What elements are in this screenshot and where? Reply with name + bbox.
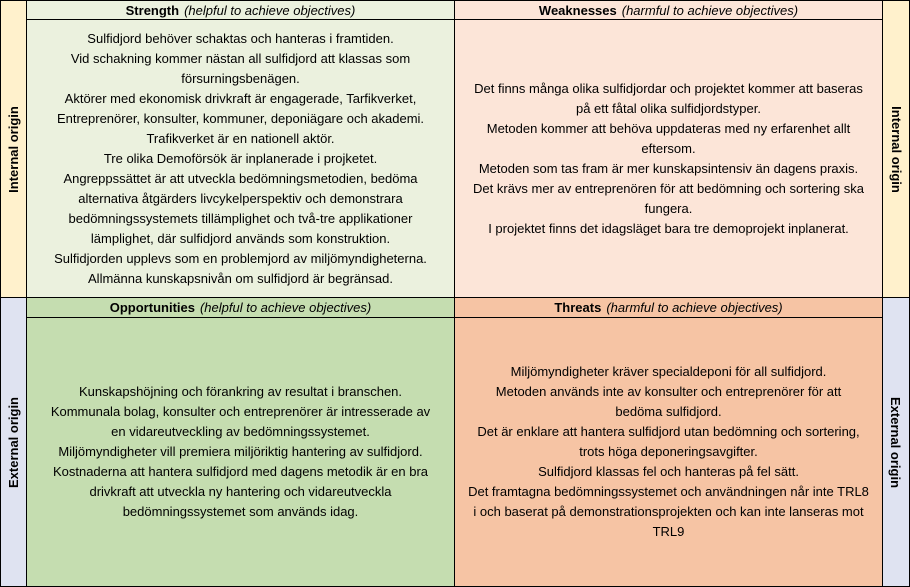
threat-body	[454, 317, 883, 587]
external-origin-right-label	[882, 297, 910, 587]
threat-header	[454, 297, 883, 318]
weakness-line: eftersom.	[641, 140, 696, 156]
weakness-line: Metoden som tas fram är mer kunskapsintensiv än dagens praxis.	[478, 160, 859, 176]
threat-line: trots höga deponeringsavgifter.	[579, 444, 758, 459]
weakness-line: fungera.	[644, 200, 693, 216]
opportunity-subtitle: (helpful to achieve objectives)	[199, 300, 372, 315]
opportunity-line: bedömningssystemet som används idag.	[122, 504, 359, 519]
strength-line: Allmänna kunskapsnivån om sulfidjord är begränsad.	[88, 270, 393, 286]
strength-title: Strength	[125, 2, 180, 18]
threat-line: Sulfidjord klassas fel och hanteras på fel sätt.	[538, 464, 799, 479]
opportunity-line: drivkraft att utveckla ny hantering och vidareutveckla	[89, 484, 392, 499]
weakness-line: I projektet finns det idagsläget bara tre demoprojekt inplanerat.	[488, 220, 849, 236]
strength-line: Sulfidjorden upplevs som en problemjord av miljömyndigheterna.	[54, 250, 427, 266]
opportunity-title: Opportunities	[109, 300, 195, 315]
weakness-line: Det krävs mer av entreprenören för att bedömning och sortering ska	[473, 180, 864, 196]
opportunity-line: en vidareutveckling av bedömningssystemet.	[111, 424, 370, 439]
opportunity-list	[51, 382, 430, 522]
internal-origin-left-text: Internal origin	[6, 105, 22, 193]
threat-line: TRL9	[652, 524, 685, 539]
weakness-line: Metoden kommer att behöva uppdateras med ny erfarenhet allt	[486, 120, 851, 136]
strength-line: Angreppssättet är att utveckla bedömningsmetodien, bedöma	[63, 170, 418, 186]
weakness-title: Weaknesses	[538, 2, 617, 18]
weakness-header	[454, 0, 883, 20]
threat-line: Det är enklare att hantera sulfidjord utan bedömning och sortering,	[477, 424, 860, 439]
strength-list	[54, 29, 427, 289]
weakness-line: på ett fåtal olika sulfidjordstyper.	[575, 100, 761, 116]
threat-line: Metoden används inte av konsulter och entreprenörer för att	[495, 384, 842, 399]
strength-line: alternativa åtgärders livcykelperspektiv och demonstrara	[78, 190, 403, 206]
strength-line: bedömningssystemets tillämplighet och två-tre applikationer	[68, 210, 413, 226]
strength-line: Vid schakning kommer nästan all sulfidjord att klassas som	[70, 50, 411, 66]
strength-body	[26, 19, 455, 298]
opportunity-line: Kommunala bolag, konsulter och entreprenörer är intresserade av	[50, 404, 431, 419]
strength-header	[26, 0, 455, 20]
threat-line: Det framtagna bedömningssystemet och användningen når inte TRL8	[468, 484, 869, 499]
threat-line: i och baserat på demonstrationsprojekten och kan inte lanseras mot	[473, 504, 864, 519]
external-origin-left-text: External origin	[6, 396, 21, 488]
strength-line: lämplighet, där sulfidjord används som konstruktion.	[90, 230, 391, 246]
strength-subtitle: (helpful to achieve objectives)	[184, 2, 356, 18]
threat-line: bedöma sulfidjord.	[615, 404, 722, 419]
opportunity-line: Kunskapshöjning och förankring av resultat i branschen.	[78, 384, 403, 399]
strength-line: Entreprenörer, konsulter, kommuner, deponiägare och akademi.	[56, 110, 425, 126]
external-origin-left-label	[0, 297, 27, 587]
threat-title: Threats	[554, 300, 602, 315]
threat-list	[468, 362, 869, 542]
opportunity-body	[26, 317, 455, 587]
external-origin-right-text: External origin	[888, 396, 904, 488]
weakness-list	[473, 79, 864, 239]
weakness-body	[454, 19, 883, 298]
weakness-subtitle: (harmful to achieve objectives)	[621, 2, 799, 18]
threat-line: Miljömyndigheter kräver specialdeponi för all sulfidjord.	[510, 364, 827, 379]
strength-line: Trafikverket är en nationell aktör.	[146, 130, 335, 146]
internal-origin-right-label	[882, 0, 910, 298]
threat-subtitle: (harmful to achieve objectives)	[606, 300, 783, 315]
strength-line: Tre olika Demoförsök är inplanerade i projketet.	[103, 150, 378, 166]
strength-line: försurningsbenägen.	[181, 70, 300, 86]
opportunity-header	[26, 297, 455, 318]
internal-origin-left-label	[0, 0, 27, 298]
weakness-line: Det finns många olika sulfidjordar och projektet kommer att baseras	[474, 80, 863, 96]
internal-origin-right-text: Internal origin	[888, 105, 904, 193]
opportunity-line: Miljömyndigheter vill premiera miljöriktig hantering av sulfidjord.	[58, 444, 423, 459]
strength-line: Aktörer med ekonomisk drivkraft är engagerade, Tarfikverket,	[64, 90, 417, 106]
strength-line: Sulfidjord behöver schaktas och hanteras i framtiden.	[87, 30, 394, 46]
opportunity-line: Kostnaderna att hantera sulfidjord med dagens metodik är en bra	[52, 464, 429, 479]
